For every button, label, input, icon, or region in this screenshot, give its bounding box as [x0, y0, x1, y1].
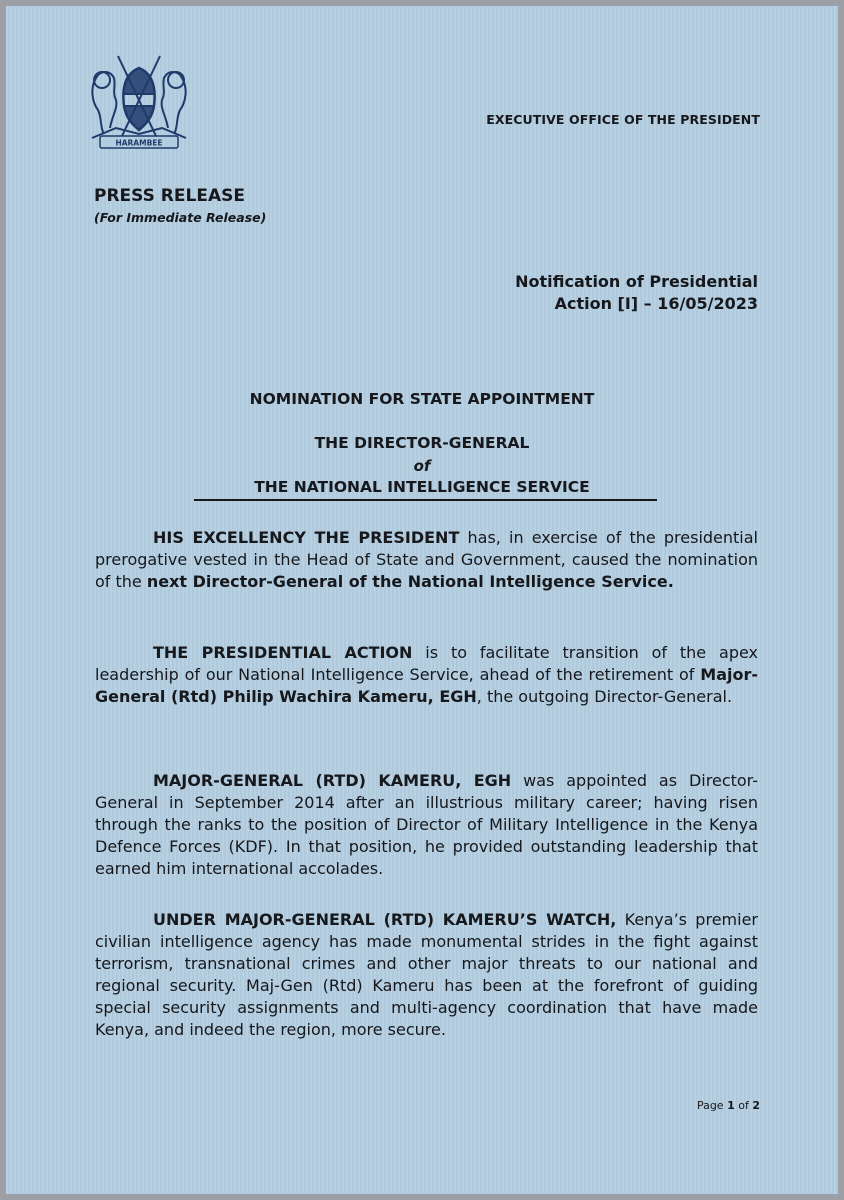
press-release-page — [6, 6, 838, 1194]
paragraph-3-text: was appointed as Director-General in September 2014 after an illustrious military career; having risen through the ranks to the position of Director of Military Intelligence in the Kenya Defence Forces (KDF). In that position, he provided outstanding leadership that earned him international accolades. — [95, 771, 759, 878]
notification-line-1: Notification of Presidential — [515, 272, 758, 291]
press-release-subtitle: (For Immediate Release) — [94, 210, 267, 225]
paragraph-4-text: Kenya’s premier civilian intelligence agency has made monumental strides in the fight against terrorism, transnational crimes and other major threats to our national and regional security. Maj-Gen (Rtd) Kameru has been at the forefront of guiding special security assignments and multi-agency coordination that have made Kenya, and indeed the region, more secure. — [95, 910, 758, 1039]
paragraph-1-lead: HIS EXCELLENCY THE PRESIDENT — [153, 528, 460, 547]
paragraph-1-emphasis: next Director-General of the National Intelligence Service. — [146, 572, 674, 591]
page-number-current: 1 — [727, 1099, 735, 1112]
paragraph-2-text: is to facilitate transition of the apex leadership of our National Intelligence Service, ahead of the retirement of — [95, 643, 758, 684]
paragraph-1 — [95, 527, 758, 593]
heading-underline — [194, 499, 657, 501]
paragraph-3-lead: MAJOR-GENERAL (RTD) KAMERU, EGH — [153, 771, 512, 790]
page-number-of: of — [734, 1099, 753, 1112]
press-release-title: PRESS RELEASE — [94, 186, 245, 206]
paragraph-1-text: has, in exercise of the presidential prerogative vested in the Head of State and Government, caused the nomination of the — [95, 528, 759, 591]
office-name: EXECUTIVE OFFICE OF THE PRESIDENT — [486, 112, 760, 127]
kenya-coat-of-arms-icon — [86, 50, 192, 152]
paragraph-2 — [95, 642, 758, 708]
notification-reference — [515, 271, 758, 315]
page-number-total: 2 — [752, 1099, 760, 1112]
nomination-heading: NOMINATION FOR STATE APPOINTMENT — [249, 390, 595, 408]
notification-line-2: Action [I] – 16/05/2023 — [554, 294, 758, 313]
page-number-prefix: Page — [696, 1099, 728, 1112]
crest-motto: HARAMBEE — [115, 138, 163, 148]
page-number — [697, 1099, 760, 1112]
paragraph-2-lead: THE PRESIDENTIAL ACTION — [153, 643, 413, 662]
paragraph-2-name: Major-General (Rtd) Philip Wachira Kameru, EGH — [95, 665, 758, 706]
paragraph-2-text-end: , the outgoing Director-General. — [476, 687, 733, 706]
director-general-heading: THE DIRECTOR-GENERAL — [314, 434, 530, 452]
paragraph-4-lead: UNDER MAJOR-GENERAL (RTD) KAMERU’S WATCH, — [153, 910, 617, 929]
of-heading: of — [413, 457, 431, 475]
nis-heading: THE NATIONAL INTELLIGENCE SERVICE — [254, 478, 590, 496]
paragraph-3 — [95, 770, 758, 880]
paragraph-4 — [95, 909, 758, 1041]
